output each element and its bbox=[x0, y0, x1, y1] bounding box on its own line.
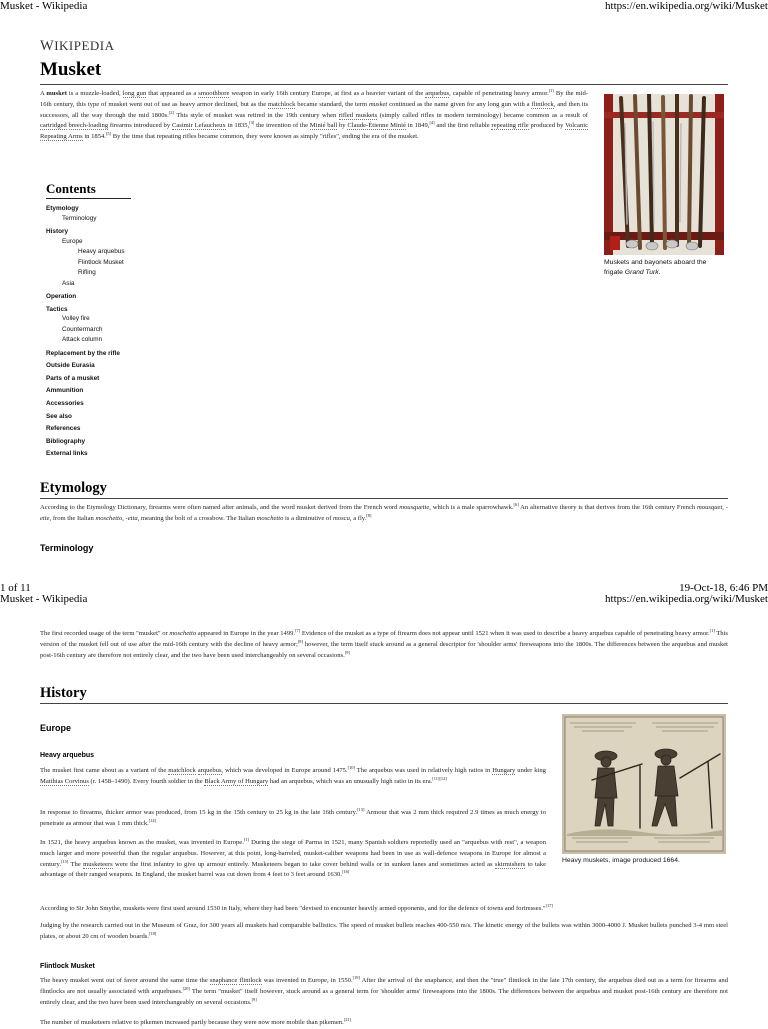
etymology-paragraph: According to the Etymology Dictionary, firearms were often named after animals, and the word musket derived from the French word mousquette, which is a male sparrowhawk.[6] An alternative theory is that derives from the 16th century French mousquet, -ette, from the Italian moschetto, -etta, meaning the bolt of a crossbow. The Italian moschetto is a diminutive of mosca, a fly.[8] bbox=[40, 501, 728, 522]
toc-rule bbox=[46, 198, 131, 199]
toc-item[interactable]: External links bbox=[46, 450, 88, 458]
subsection-heading-flintlock-musket: Flintlock Musket bbox=[40, 963, 95, 970]
smythe-paragraph: According to Sir John Smythe, muskets were first used around 1530 in Italy, where they had been "devised to encounter heavily armed opponents, and for the defence of towns and fortresses."[17] bbox=[40, 902, 553, 912]
link-black-army[interactable]: Black Army of Hungary bbox=[204, 777, 269, 785]
ref-link[interactable]: [4] bbox=[429, 120, 435, 126]
section-rule bbox=[40, 498, 728, 499]
toc-item[interactable]: Flintlock Musket bbox=[78, 258, 124, 266]
toc-item[interactable]: Europe bbox=[62, 237, 83, 245]
toc-item[interactable]: Countermarch bbox=[62, 325, 103, 333]
link-hungary[interactable]: Hungary bbox=[492, 767, 516, 774]
link-matchlock[interactable]: matchlock bbox=[267, 100, 296, 108]
ref-link[interactable]: [11] bbox=[432, 775, 440, 781]
toc-item[interactable]: Ammunition bbox=[46, 387, 84, 395]
toc-item[interactable]: Attack column bbox=[62, 336, 103, 344]
ref-link[interactable]: [2] bbox=[168, 109, 174, 115]
section-heading-history: History bbox=[40, 685, 87, 701]
link-lefaucheux[interactable]: Casimir Lefaucheux bbox=[171, 122, 226, 130]
ref-link[interactable]: [9] bbox=[344, 649, 350, 655]
link-arquebus[interactable]: arquebus bbox=[197, 767, 222, 774]
ref-link[interactable]: [12] bbox=[439, 775, 447, 781]
ref-link[interactable]: [10] bbox=[347, 764, 355, 770]
heavy-arquebus-paragraph-2: In response to firearms, thicker armor was produced, from 15 kg in the 15th century to 25 kg in the late 16th century.[13] Armour that was 2 mm thick required 2.9 times as much energy to penetrate as armour that was 1 mm thick.[14] bbox=[40, 806, 546, 827]
link-long-gun[interactable]: long gun bbox=[122, 90, 147, 97]
graz-paragraph: Judging by the research carried out in the Museum of Graz, for 300 years all muskets had comparable ballistics. The speed of musket bullets reaches 400-550 m/s. The kinetic energy of the bullets was within 3000-4000 J. Musket bullets punched 3-4 mm steel plates, or about 20 cm of wooden boards.[18] bbox=[40, 922, 728, 940]
toc-item[interactable]: Asia bbox=[62, 279, 75, 287]
link-smoothbore[interactable]: smoothbore bbox=[198, 90, 230, 97]
link-musketeers[interactable]: musketeers bbox=[83, 860, 113, 868]
section-heading-terminology: Terminology bbox=[40, 543, 94, 553]
link-snaphance[interactable]: snaphance bbox=[209, 977, 238, 984]
heavy-arquebus-paragraph-3: In 1521, the heavy arquebus known as the musket, was invented in Europe.[1] During the siege of Parma in 1521, many Spanish soldiers reportedly used an "arquebus with rest", a weapon much larger and more powerful than the regular arquebus. However, at this point, long-barreled, musket-caliber weapons had been in use as wall-defence weapons in Europe for almost a century.[15] The musketeers were the first infantry to give up armour entirely. Musketeers began to take cover behind walls or in sunken lanes and sometimes acted as skirmishers to take advantage of their ranged weapons. In England, the musket barrel was cut down from 4 feet to 3 feet around 1630.[16] bbox=[40, 836, 546, 879]
ref-link[interactable]: [20] bbox=[182, 985, 190, 991]
ref-link[interactable]: [1] bbox=[709, 627, 715, 633]
ref-link[interactable]: [6] bbox=[513, 501, 519, 507]
page-header-url[interactable]: https://en.wikipedia.org/wiki/Musket bbox=[605, 0, 768, 12]
terminology-paragraph: The first recorded usage of the term "musket" or moschetto appeared in Europe in the year 1499.[7] Evidence of the musket as a type of firearm does not appear until 1521 when it was used to describe a heavy arquebus capable of penetrating heavy armor.[1] This version of the musket fell out of use after the mid-16th century with the decline of heavy armor;[8] however, the term itself stuck around as a general descriptor for 'shoulder arms' fireweapons into the 1800s. The differences between the arquebus and musket post-16th century are therefore not entirely clear, and the two have been used interchangeably on several occasions.[9] bbox=[40, 627, 728, 659]
ref-link[interactable]: [9] bbox=[251, 996, 257, 1002]
toc-item[interactable]: Replacement by the rifle bbox=[46, 349, 120, 357]
link-flintlock[interactable]: flintlock bbox=[239, 977, 262, 984]
flintlock-paragraph: The heavy musket went out of favor around the same time the snaphance flintlock was invented in Europe, in 1550.[19] After the arrival of the snaphance, and then the "true" flintlock in the late 17th century, the arquebus died out as a term for firearms and flintlocks are not usually associated with arquebuses.[20] The term "musket" itself however, stuck around as a general term for 'shoulder arms' fireweapons into the 1800s. The differences between the arquebus and musket post-16th century are therefore not entirely clear, and the two have been used interchangeably on several occasions.[9] bbox=[40, 974, 728, 1006]
link-repeating-rifle[interactable]: repeating rifle bbox=[491, 122, 529, 130]
link-rifled-muskets[interactable]: rifled muskets bbox=[338, 111, 378, 119]
ref-link[interactable]: [8] bbox=[297, 638, 303, 644]
ref-link[interactable]: [19] bbox=[352, 974, 360, 980]
link-claude-minie[interactable]: Claude-Étienne Minié bbox=[347, 122, 406, 130]
subsection-heading-europe: Europe bbox=[40, 723, 72, 733]
heavy-arquebus-paragraph-1: The musket first came about as a variant of the matchlock arquebus, which was developed in Europe around 1475.[10] The arquebus was used in relatively high ratios in Hungary under king Matthias Corvinus (r. 1458–1490). Every fourth soldier in the Black Army of Hungary had an arquebus, which was an unusually high ratio in its era.[11][12] bbox=[40, 764, 546, 785]
toc-item[interactable]: Terminology bbox=[62, 214, 97, 222]
wikipedia-logo[interactable]: WIKIPEDIA bbox=[40, 38, 115, 54]
page-title: Musket bbox=[40, 59, 102, 80]
ref-link[interactable]: [16] bbox=[341, 869, 350, 875]
ref-link[interactable]: [8] bbox=[366, 512, 372, 518]
link-flintlock[interactable]: flintlock bbox=[531, 100, 554, 108]
toc-item[interactable]: History bbox=[46, 228, 69, 235]
toc-item[interactable]: Tactics bbox=[46, 305, 68, 313]
toc-item[interactable]: Rifling bbox=[78, 269, 96, 276]
link-breech-loading[interactable]: breech-loading bbox=[68, 122, 109, 130]
page-header-url[interactable]: https://en.wikipedia.org/wiki/Musket bbox=[605, 593, 768, 605]
ref-link[interactable]: [7] bbox=[295, 627, 301, 633]
link-arquebus[interactable]: arquebus bbox=[425, 90, 450, 97]
ref-link[interactable]: [18] bbox=[148, 930, 157, 936]
muskets-rack-image[interactable] bbox=[604, 94, 724, 255]
toc-item[interactable]: Etymology bbox=[46, 205, 79, 212]
link-minie-ball[interactable]: Minié ball bbox=[309, 122, 338, 130]
ref-link[interactable]: [14] bbox=[148, 817, 157, 823]
ref-link[interactable]: [1] bbox=[243, 836, 249, 842]
ref-link[interactable]: [3] bbox=[249, 120, 255, 126]
section-rule bbox=[40, 703, 728, 704]
toc-item[interactable]: Heavy arquebus bbox=[78, 248, 125, 255]
ref-link[interactable]: [17] bbox=[545, 902, 553, 908]
link-volcanic[interactable]: Volcanic Repeating Arms bbox=[40, 122, 589, 141]
figure-caption-muskets: Muskets and bayonets aboard the frigate Grand Turk. bbox=[604, 259, 707, 276]
ref-link[interactable]: [15] bbox=[61, 858, 69, 864]
page-header-title: Musket - Wikipedia bbox=[0, 0, 88, 12]
toc-item[interactable]: Parts of a musket bbox=[46, 374, 100, 382]
subsection-heading-heavy-arquebus: Heavy arquebus bbox=[40, 752, 95, 759]
toc-item[interactable]: See also bbox=[46, 412, 72, 420]
ref-link[interactable]: [1] bbox=[548, 87, 554, 93]
intro-paragraph: A musket is a muzzle-loaded, long gun that appeared as a smoothbore weapon in early 16th century Europe, at first as a heavier variant of the arquebus, capable of penetrating heavy armor.[1] By the mid-16th century, this type of musket went out of use as heavy armor declined, but as the matchlock became standard, the term musket continued as the name given for any long gun with a flintlock, and then its successors, all the way through the mid 1800s.[2] This style of musket was retired in the 19th century when rifled muskets (simply called rifles in modern terminology) became common as a result of cartridged breech-loading firearms introduced by Casimir Lefaucheux in 1835,[3] the invention of the Minié ball by Claude-Étienne Minié in 1849,[4] and the first reliable repeating rifle produced by Volcanic Repeating Arms in 1854.[5] By the time that repeating rifles became common, they were known as simply "rifles", ending the era of the musket. bbox=[40, 87, 589, 141]
ref-link[interactable]: [5] bbox=[105, 131, 112, 136]
section-heading-etymology: Etymology bbox=[40, 480, 107, 496]
heavy-muskets-engraving[interactable] bbox=[562, 714, 726, 854]
toc-item[interactable]: Operation bbox=[46, 293, 77, 300]
ref-link[interactable]: [13] bbox=[357, 806, 365, 812]
page-header-title: Musket - Wikipedia bbox=[0, 593, 88, 605]
link-cartridged[interactable]: cartridged bbox=[40, 122, 67, 130]
toc-item[interactable]: Bibliography bbox=[46, 437, 86, 445]
toc-item[interactable]: References bbox=[46, 425, 81, 433]
link-corvinus[interactable]: Matthias Corvinus bbox=[40, 777, 89, 785]
link-matchlock[interactable]: matchlock bbox=[168, 767, 196, 774]
toc-heading: Contents bbox=[46, 181, 96, 196]
ref-link[interactable]: [21] bbox=[343, 1016, 352, 1022]
toc-item[interactable]: Outside Eurasia bbox=[46, 362, 95, 370]
page-footer-count: 1 of 11 bbox=[0, 582, 31, 594]
link-skirmishers[interactable]: skirmishers bbox=[494, 860, 526, 868]
musketeers-ratio-paragraph: The number of musketeers relative to pikemen increased partly because they were now more mobile than pikemen.[21] bbox=[40, 1016, 352, 1026]
title-rule bbox=[40, 84, 728, 85]
page-footer-date: 19-Oct-18, 6:46 PM bbox=[679, 582, 768, 594]
toc-item[interactable]: Volley fire bbox=[62, 315, 90, 323]
toc-item[interactable]: Accessories bbox=[46, 400, 84, 407]
figure-caption-engraving: Heavy muskets, image produced 1664. bbox=[562, 857, 680, 864]
